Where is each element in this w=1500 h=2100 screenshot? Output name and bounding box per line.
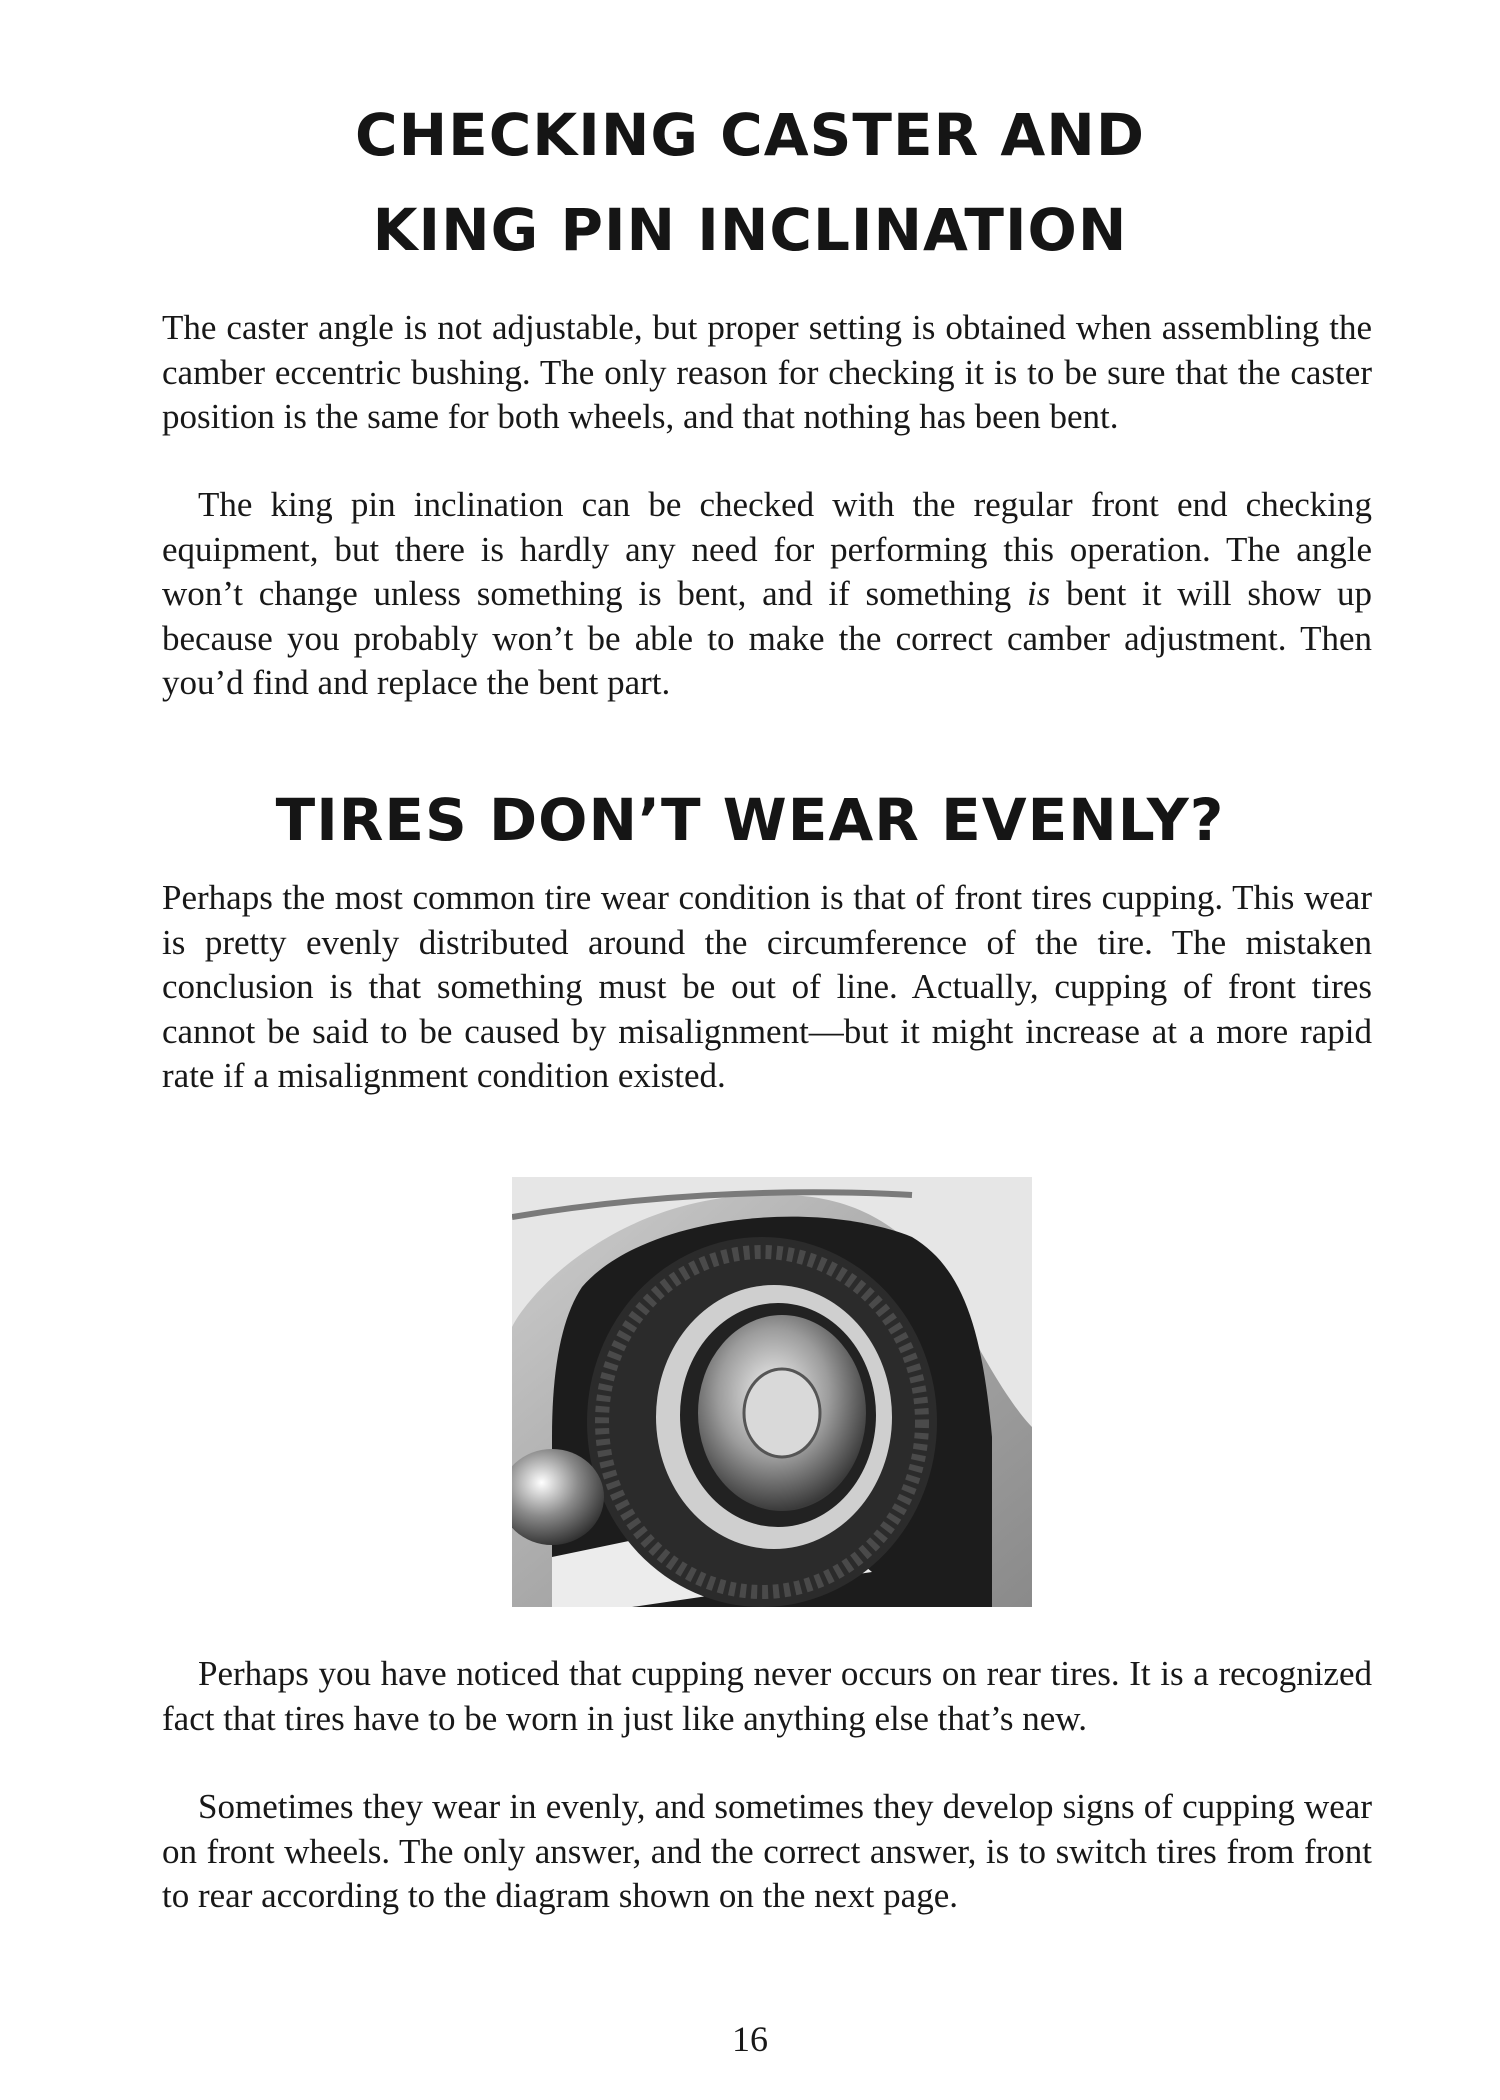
section-title-line-1: CHECKING CASTER AND bbox=[355, 101, 1145, 169]
emphasis-is: is bbox=[1027, 574, 1051, 613]
king-pin-paragraph bbox=[162, 483, 1372, 706]
switch-tires-paragraph bbox=[162, 1785, 1372, 1919]
section-title-line-2: KING PIN INCLINATION bbox=[372, 196, 1128, 264]
caster-paragraph bbox=[162, 306, 1372, 440]
tires-section-title: TIRES DON’T WEAR EVENLY? bbox=[275, 786, 1225, 854]
cupping-paragraph-text: Perhaps the most common tire wear condition is that of front tires cupping. This wear is pretty evenly distributed around the circumference of the tire. The mistaken conclusion is that something must be out of line. Actually, cupping of front tires cannot be said to be caused by misalignment—but it might increase at a more rapid rate if a misalignment condition existed. bbox=[162, 878, 1372, 1095]
rear-tires-paragraph bbox=[162, 1652, 1372, 1741]
switch-tires-text: Sometimes they wear in evenly, and sometimes they develop signs of cupping wear on front wheels. The only answer, and the correct answer, is to switch tires from front to rear according to the diagram shown on the next page. bbox=[162, 1787, 1372, 1915]
caster-paragraph-text: The caster angle is not adjustable, but proper setting is obtained when assembling the camber eccentric bushing. The only reason for checking it is to be sure that the caster position is the same for both wheels, and that nothing has been bent. bbox=[162, 308, 1372, 436]
hubcap-center bbox=[744, 1369, 820, 1457]
king-pin-text-start: The king pin inclination can be checked with the regular front end checking equipment, but there is hardly any need for performing this operation. The angle won’t change unless something is bent, and if something bbox=[162, 485, 1372, 613]
page-number: 16 bbox=[732, 2019, 768, 2059]
cupping-paragraph bbox=[162, 876, 1372, 1099]
tire-photo-illustration bbox=[512, 1177, 1032, 1607]
tire-cupping-photo bbox=[512, 1177, 1032, 1607]
king-pin-text-end: bent it will show up because you probably won’t be able to make the correct camber adjustment. Then you’d find and replace the bent part. bbox=[162, 574, 1372, 702]
rear-tires-text: Perhaps you have noticed that cupping never occurs on rear tires. It is a recognized fact that tires have to be worn in just like anything else that’s new. bbox=[162, 1654, 1372, 1738]
